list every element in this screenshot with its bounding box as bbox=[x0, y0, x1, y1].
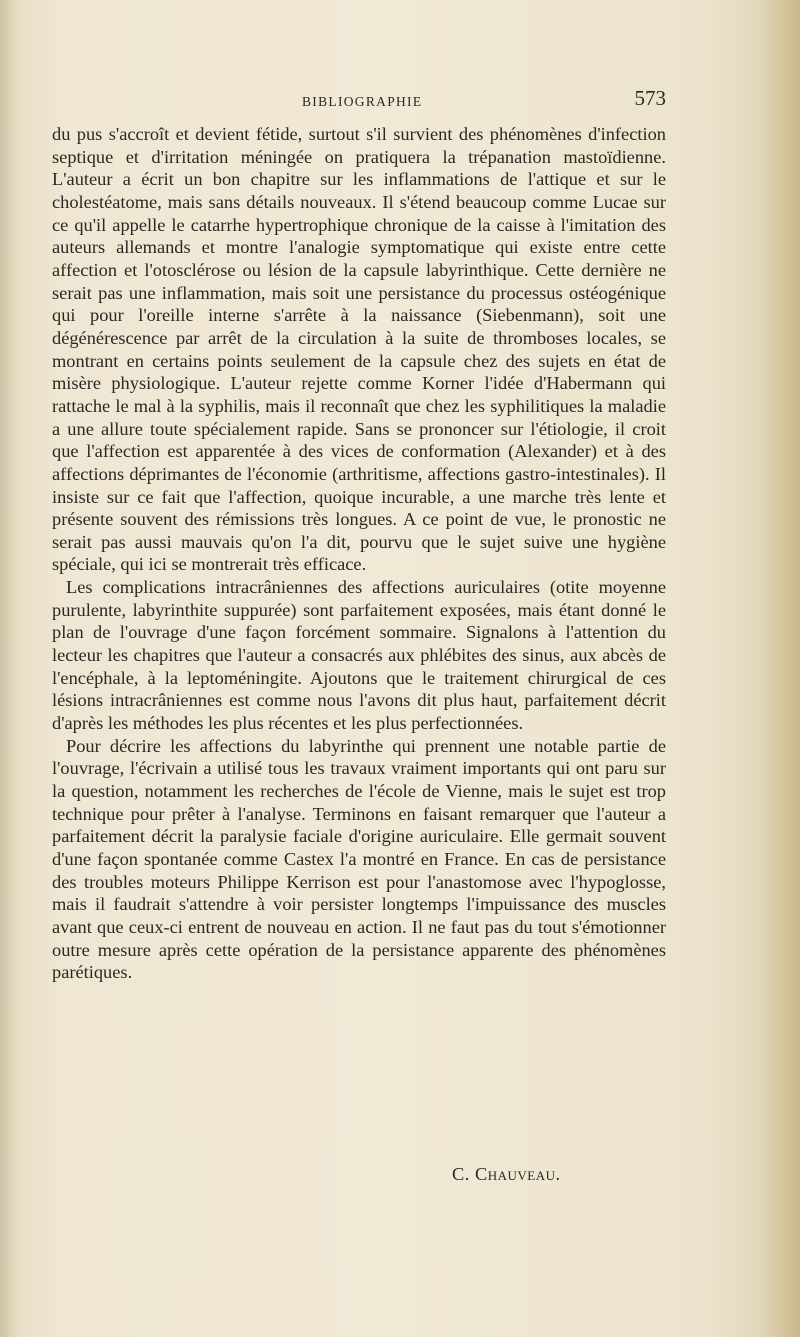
author-signature: C. Chauveau. bbox=[452, 1164, 561, 1184]
page-header bbox=[52, 86, 666, 116]
page-edge-foxing bbox=[760, 0, 800, 1337]
paragraph-3: Pour décrire les affections du labyrinthe qui prennent une notable partie de l'ouvrage, l'écrivain a utilisé tous les travaux vraiment importants qui ont paru sur la question, notamment les recherches de l'école de Vienne, mais le sujet est trop technique pour prêter à l'analyse. Terminons en faisant remarquer que l'auteur a parfaitement décrit la paralysie faciale d'origine auriculaire. Elle germait souvent d'une façon spontanée comme Castex l'a montré en France. En cas de persistance des troubles moteurs Philippe Kerrison est pour l'anastomose avec l'hypoglosse, mais il faudrait s'attendre à voir persister longtemps l'impuissance des muscles avant que ceux-ci entrent de nouveau en action. Il ne faut pas du tout s'émotionner outre mesure après cette opération de la persistance apparente des phénomènes parétiques. bbox=[52, 735, 666, 983]
paragraph-1: du pus s'accroît et devient fétide, surtout s'il survient des phénomènes d'infection septique et d'irritation méningée on pratiquera la trépanation mastoïdienne. L'auteur a écrit un bon chapitre sur les inflammations de l'attique et sur le cholestéatome, mais sans détails nouveaux. Il s'étend beaucoup comme Lucae sur ce qu'il appelle le catarrhe hypertrophique chronique de la caisse à l'imitation des auteurs allemands et montre l'analogie symptomatique qui existe entre cette affection et l'otosclérose ou lésion de la capsule labyrinthique. Cette dernière ne serait pas une inflammation, mais soit une persistance du processus ostéogénique qui pour l'oreille interne s'arrête à la naissance (Siebenmann), soit une dégénérescence par arrêt de la circulation à la suite de thromboses locales, se montrant en certains points seulement de la capsule chez des sujets en état de misère physiologique. L'auteur rejette comme Korner l'idée d'Habermann qui rattache le mal à la syphilis, mais il reconnaît que chez les syphilitiques la maladie a une allure toute spécialement rapide. Sans se prononcer sur l'étiologie, il croit que l'affection est apparentée à des vices de conformation (Alexander) et à des affections déprimantes de l'économie (arthritisme, affections gastro-intestinales). Il insiste sur ce fait que l'affection, quoique incurable, a une marche très lente et présente souvent des rémissions très longues. A ce point de vue, le pronostic ne serait pas aussi mauvais qu'on l'a dit, pourvu que le sujet suive une hygiène spéciale, qui ici se montrerait très efficace. bbox=[52, 124, 666, 575]
article-body bbox=[52, 123, 666, 984]
page-gutter-shadow bbox=[0, 0, 18, 1337]
running-head: BIBLIOGRAPHIE bbox=[302, 94, 423, 109]
page-number: 573 bbox=[634, 86, 666, 110]
paragraph-2: Les complications intracrâniennes des affections auriculaires (otite moyenne purulente, labyrinthite suppurée) sont parfaitement exposées, mais étant donné le plan de l'ouvrage d'une façon forcément sommaire. Signalons à l'attention du lecteur les chapitres que l'auteur a consacrés aux phlébites des sinus, aux abcès de l'encéphale, à la leptoméningite. Ajoutons que le traitement chirurgical de ces lésions intracrâniennes est comme nous l'avons dit plus haut, parfaitement décrit d'après les méthodes les plus récentes et les plus perfectionnées. bbox=[52, 577, 666, 734]
